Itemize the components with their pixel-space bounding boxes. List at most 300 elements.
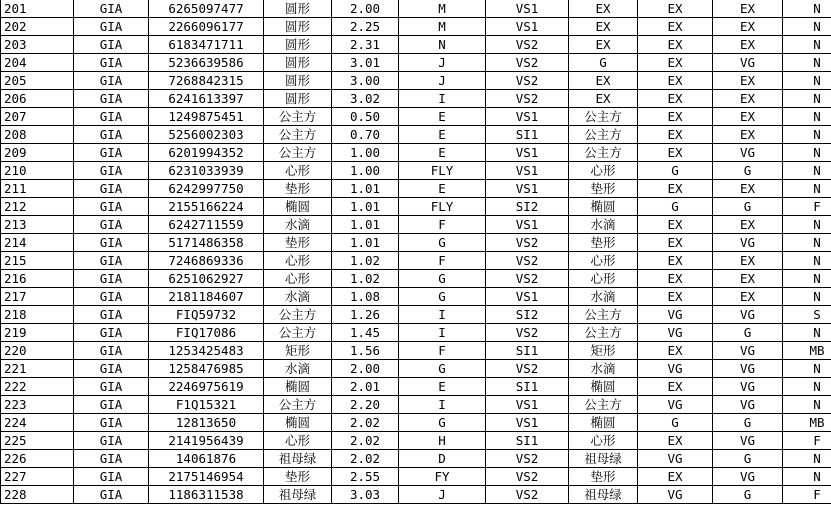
cell-no: 205 <box>1 72 74 90</box>
cell-carat: 2.20 <box>332 396 399 414</box>
cell-color: E <box>399 108 486 126</box>
cell-report-no: 5256002303 <box>149 126 264 144</box>
cell-color: M <box>399 18 486 36</box>
cell-polish: EX <box>638 378 713 396</box>
cell-fluorescence: F <box>783 198 831 216</box>
cell-symmetry: EX <box>713 18 783 36</box>
cell-shape: 椭圆 <box>264 378 332 396</box>
cell-no: 209 <box>1 144 74 162</box>
cell-fluorescence: N <box>783 270 831 288</box>
cell-fluorescence: N <box>783 216 831 234</box>
cell-report-no: 2246975619 <box>149 378 264 396</box>
cell-lab: GIA <box>74 18 149 36</box>
table-row <box>1 378 831 396</box>
cell-color: F <box>399 252 486 270</box>
cell-shape: 圆形 <box>264 72 332 90</box>
cell-clarity: VS2 <box>486 450 569 468</box>
cell-no: 207 <box>1 108 74 126</box>
cell-cut: 祖母绿 <box>569 450 638 468</box>
cell-clarity: VS2 <box>486 252 569 270</box>
cell-clarity: VS1 <box>486 18 569 36</box>
table-row <box>1 126 831 144</box>
cell-shape: 垫形 <box>264 180 332 198</box>
cell-shape: 垫形 <box>264 468 332 486</box>
cell-polish: EX <box>638 180 713 198</box>
cell-lab: GIA <box>74 0 149 18</box>
table-row <box>1 306 831 324</box>
cell-clarity: VS1 <box>486 216 569 234</box>
cell-lab: GIA <box>74 486 149 504</box>
table-row <box>1 432 831 450</box>
cell-color: M <box>399 0 486 18</box>
cell-symmetry: VG <box>713 306 783 324</box>
cell-no: 227 <box>1 468 74 486</box>
cell-symmetry: G <box>713 324 783 342</box>
cell-shape: 水滴 <box>264 288 332 306</box>
cell-no: 201 <box>1 0 74 18</box>
cell-symmetry: VG <box>713 360 783 378</box>
cell-report-no: 7268842315 <box>149 72 264 90</box>
cell-no: 222 <box>1 378 74 396</box>
cell-fluorescence: S <box>783 306 831 324</box>
cell-no: 226 <box>1 450 74 468</box>
cell-shape: 椭圆 <box>264 198 332 216</box>
cell-report-no: 2175146954 <box>149 468 264 486</box>
cell-fluorescence: N <box>783 108 831 126</box>
cell-fluorescence: N <box>783 180 831 198</box>
cell-shape: 公主方 <box>264 396 332 414</box>
cell-shape: 心形 <box>264 162 332 180</box>
cell-color: FY <box>399 468 486 486</box>
cell-carat: 1.26 <box>332 306 399 324</box>
cell-polish: EX <box>638 234 713 252</box>
table-row <box>1 324 831 342</box>
cell-report-no: 6231033939 <box>149 162 264 180</box>
cell-clarity: VS2 <box>486 72 569 90</box>
cell-report-no: 5236639586 <box>149 54 264 72</box>
cell-color: E <box>399 126 486 144</box>
cell-no: 213 <box>1 216 74 234</box>
cell-no: 228 <box>1 486 74 504</box>
cell-fluorescence: N <box>783 36 831 54</box>
cell-no: 219 <box>1 324 74 342</box>
cell-lab: GIA <box>74 234 149 252</box>
cell-shape: 椭圆 <box>264 414 332 432</box>
cell-fluorescence: MB <box>783 342 831 360</box>
cell-clarity: VS1 <box>486 396 569 414</box>
cell-symmetry: G <box>713 414 783 432</box>
cell-symmetry: EX <box>713 270 783 288</box>
cell-cut: 公主方 <box>569 126 638 144</box>
cell-shape: 水滴 <box>264 360 332 378</box>
cell-carat: 1.00 <box>332 162 399 180</box>
cell-no: 215 <box>1 252 74 270</box>
cell-shape: 公主方 <box>264 306 332 324</box>
cell-cut: 公主方 <box>569 144 638 162</box>
cell-lab: GIA <box>74 324 149 342</box>
cell-clarity: VS2 <box>486 324 569 342</box>
cell-lab: GIA <box>74 198 149 216</box>
cell-carat: 2.00 <box>332 360 399 378</box>
cell-fluorescence: N <box>783 90 831 108</box>
cell-lab: GIA <box>74 108 149 126</box>
cell-symmetry: EX <box>713 36 783 54</box>
cell-cut: 椭圆 <box>569 414 638 432</box>
cell-lab: GIA <box>74 432 149 450</box>
cell-clarity: VS1 <box>486 144 569 162</box>
cell-cut: 公主方 <box>569 396 638 414</box>
cell-symmetry: VG <box>713 378 783 396</box>
cell-report-no: 6242997750 <box>149 180 264 198</box>
table-row <box>1 414 831 432</box>
cell-carat: 2.55 <box>332 468 399 486</box>
cell-symmetry: EX <box>713 0 783 18</box>
cell-cut: 公主方 <box>569 324 638 342</box>
cell-polish: EX <box>638 432 713 450</box>
cell-clarity: VS2 <box>486 36 569 54</box>
cell-shape: 水滴 <box>264 216 332 234</box>
cell-cut: EX <box>569 0 638 18</box>
cell-polish: G <box>638 198 713 216</box>
cell-fluorescence: N <box>783 324 831 342</box>
cell-lab: GIA <box>74 396 149 414</box>
cell-shape: 圆形 <box>264 54 332 72</box>
table-row <box>1 90 831 108</box>
cell-carat: 2.02 <box>332 450 399 468</box>
table-row <box>1 450 831 468</box>
cell-no: 225 <box>1 432 74 450</box>
cell-report-no: 1249875451 <box>149 108 264 126</box>
cell-clarity: VS2 <box>486 234 569 252</box>
cell-color: I <box>399 396 486 414</box>
table-row <box>1 198 831 216</box>
cell-shape: 圆形 <box>264 0 332 18</box>
cell-cut: 椭圆 <box>569 198 638 216</box>
cell-carat: 1.01 <box>332 216 399 234</box>
cell-no: 204 <box>1 54 74 72</box>
cell-cut: 水滴 <box>569 288 638 306</box>
table-row <box>1 36 831 54</box>
cell-no: 217 <box>1 288 74 306</box>
cell-color: J <box>399 486 486 504</box>
table-row <box>1 144 831 162</box>
cell-fluorescence: N <box>783 0 831 18</box>
table-row <box>1 180 831 198</box>
cell-symmetry: VG <box>713 468 783 486</box>
cell-symmetry: G <box>713 486 783 504</box>
cell-color: I <box>399 306 486 324</box>
cell-carat: 1.02 <box>332 252 399 270</box>
cell-symmetry: G <box>713 198 783 216</box>
cell-color: G <box>399 270 486 288</box>
cell-report-no: 14061876 <box>149 450 264 468</box>
cell-lab: GIA <box>74 288 149 306</box>
cell-shape: 心形 <box>264 432 332 450</box>
cell-shape: 圆形 <box>264 36 332 54</box>
cell-lab: GIA <box>74 252 149 270</box>
cell-color: J <box>399 72 486 90</box>
cell-carat: 2.02 <box>332 414 399 432</box>
cell-cut: G <box>569 54 638 72</box>
cell-carat: 1.00 <box>332 144 399 162</box>
cell-carat: 3.03 <box>332 486 399 504</box>
cell-lab: GIA <box>74 162 149 180</box>
cell-clarity: VS2 <box>486 90 569 108</box>
cell-lab: GIA <box>74 306 149 324</box>
cell-lab: GIA <box>74 360 149 378</box>
cell-symmetry: VG <box>713 144 783 162</box>
cell-symmetry: EX <box>713 90 783 108</box>
cell-clarity: VS1 <box>486 180 569 198</box>
cell-polish: EX <box>638 270 713 288</box>
cell-fluorescence: N <box>783 468 831 486</box>
cell-color: E <box>399 378 486 396</box>
table-row <box>1 342 831 360</box>
cell-carat: 1.45 <box>332 324 399 342</box>
cell-polish: VG <box>638 324 713 342</box>
cell-clarity: SI1 <box>486 432 569 450</box>
cell-fluorescence: N <box>783 396 831 414</box>
cell-symmetry: EX <box>713 126 783 144</box>
cell-carat: 0.70 <box>332 126 399 144</box>
cell-lab: GIA <box>74 72 149 90</box>
cell-polish: EX <box>638 216 713 234</box>
cell-shape: 垫形 <box>264 234 332 252</box>
cell-cut: EX <box>569 18 638 36</box>
cell-no: 206 <box>1 90 74 108</box>
cell-polish: EX <box>638 90 713 108</box>
cell-lab: GIA <box>74 270 149 288</box>
cell-shape: 圆形 <box>264 90 332 108</box>
cell-symmetry: EX <box>713 72 783 90</box>
cell-no: 223 <box>1 396 74 414</box>
cell-report-no: 1186311538 <box>149 486 264 504</box>
cell-symmetry: VG <box>713 432 783 450</box>
cell-symmetry: EX <box>713 108 783 126</box>
cell-lab: GIA <box>74 378 149 396</box>
cell-polish: EX <box>638 342 713 360</box>
cell-shape: 祖母绿 <box>264 486 332 504</box>
table-row <box>1 18 831 36</box>
cell-report-no: 1253425483 <box>149 342 264 360</box>
cell-cut: 垫形 <box>569 468 638 486</box>
cell-no: 221 <box>1 360 74 378</box>
table-row <box>1 360 831 378</box>
table-row <box>1 216 831 234</box>
cell-polish: EX <box>638 72 713 90</box>
cell-carat: 1.02 <box>332 270 399 288</box>
cell-polish: EX <box>638 0 713 18</box>
cell-color: FLY <box>399 198 486 216</box>
cell-color: D <box>399 450 486 468</box>
cell-color: I <box>399 324 486 342</box>
cell-carat: 1.01 <box>332 180 399 198</box>
cell-color: F <box>399 342 486 360</box>
cell-polish: EX <box>638 108 713 126</box>
cell-shape: 公主方 <box>264 108 332 126</box>
cell-report-no: 2155166224 <box>149 198 264 216</box>
cell-lab: GIA <box>74 468 149 486</box>
cell-clarity: SI1 <box>486 378 569 396</box>
cell-report-no: 6265097477 <box>149 0 264 18</box>
cell-polish: VG <box>638 396 713 414</box>
cell-no: 211 <box>1 180 74 198</box>
cell-polish: EX <box>638 288 713 306</box>
cell-report-no: 12813650 <box>149 414 264 432</box>
cell-shape: 公主方 <box>264 126 332 144</box>
cell-polish: G <box>638 414 713 432</box>
cell-clarity: SI2 <box>486 306 569 324</box>
cell-clarity: SI2 <box>486 198 569 216</box>
cell-lab: GIA <box>74 450 149 468</box>
cell-carat: 2.31 <box>332 36 399 54</box>
cell-symmetry: VG <box>713 396 783 414</box>
cell-polish: VG <box>638 360 713 378</box>
table-row <box>1 234 831 252</box>
cell-fluorescence: N <box>783 144 831 162</box>
cell-clarity: VS1 <box>486 0 569 18</box>
cell-color: G <box>399 360 486 378</box>
cell-color: H <box>399 432 486 450</box>
cell-color: J <box>399 54 486 72</box>
cell-carat: 1.08 <box>332 288 399 306</box>
cell-polish: EX <box>638 126 713 144</box>
cell-report-no: F1Q15321 <box>149 396 264 414</box>
cell-no: 210 <box>1 162 74 180</box>
table-row <box>1 72 831 90</box>
cell-clarity: VS2 <box>486 486 569 504</box>
cell-lab: GIA <box>74 54 149 72</box>
cell-no: 214 <box>1 234 74 252</box>
cell-cut: 心形 <box>569 270 638 288</box>
cell-clarity: SI1 <box>486 342 569 360</box>
cell-report-no: 1258476985 <box>149 360 264 378</box>
table-row <box>1 270 831 288</box>
cell-lab: GIA <box>74 126 149 144</box>
table-row <box>1 162 831 180</box>
table-row <box>1 396 831 414</box>
cell-no: 216 <box>1 270 74 288</box>
cell-symmetry: EX <box>713 288 783 306</box>
cell-fluorescence: N <box>783 378 831 396</box>
cell-cut: 心形 <box>569 162 638 180</box>
cell-lab: GIA <box>74 342 149 360</box>
cell-polish: EX <box>638 468 713 486</box>
cell-fluorescence: N <box>783 234 831 252</box>
cell-polish: VG <box>638 450 713 468</box>
cell-shape: 公主方 <box>264 324 332 342</box>
cell-report-no: 7246869336 <box>149 252 264 270</box>
cell-cut: 水滴 <box>569 216 638 234</box>
cell-shape: 公主方 <box>264 144 332 162</box>
cell-cut: 垫形 <box>569 234 638 252</box>
cell-carat: 2.02 <box>332 432 399 450</box>
cell-fluorescence: MB <box>783 414 831 432</box>
cell-no: 220 <box>1 342 74 360</box>
cell-color: E <box>399 144 486 162</box>
cell-color: E <box>399 180 486 198</box>
cell-polish: VG <box>638 306 713 324</box>
cell-carat: 2.25 <box>332 18 399 36</box>
cell-lab: GIA <box>74 144 149 162</box>
cell-cut: 心形 <box>569 252 638 270</box>
cell-clarity: VS1 <box>486 162 569 180</box>
cell-color: N <box>399 36 486 54</box>
cell-clarity: VS2 <box>486 468 569 486</box>
cell-clarity: VS1 <box>486 414 569 432</box>
cell-lab: GIA <box>74 216 149 234</box>
cell-symmetry: EX <box>713 180 783 198</box>
cell-report-no: 2141956439 <box>149 432 264 450</box>
cell-carat: 1.01 <box>332 198 399 216</box>
cell-carat: 0.50 <box>332 108 399 126</box>
table-row <box>1 0 831 18</box>
cell-symmetry: VG <box>713 234 783 252</box>
cell-carat: 3.01 <box>332 54 399 72</box>
cell-cut: 水滴 <box>569 360 638 378</box>
cell-no: 203 <box>1 36 74 54</box>
cell-polish: EX <box>638 36 713 54</box>
cell-color: I <box>399 90 486 108</box>
cell-cut: EX <box>569 36 638 54</box>
table-row <box>1 54 831 72</box>
cell-fluorescence: N <box>783 360 831 378</box>
cell-no: 218 <box>1 306 74 324</box>
cell-symmetry: EX <box>713 216 783 234</box>
cell-shape: 心形 <box>264 270 332 288</box>
cell-color: FLY <box>399 162 486 180</box>
cell-fluorescence: N <box>783 72 831 90</box>
cell-report-no: FIQ59732 <box>149 306 264 324</box>
cell-clarity: VS2 <box>486 54 569 72</box>
cell-carat: 2.00 <box>332 0 399 18</box>
cell-carat: 3.02 <box>332 90 399 108</box>
cell-cut: 椭圆 <box>569 378 638 396</box>
cell-fluorescence: F <box>783 432 831 450</box>
table-body <box>1 0 831 504</box>
table-row <box>1 288 831 306</box>
cell-fluorescence: N <box>783 450 831 468</box>
cell-cut: 矩形 <box>569 342 638 360</box>
cell-color: G <box>399 234 486 252</box>
cell-polish: EX <box>638 54 713 72</box>
cell-carat: 1.56 <box>332 342 399 360</box>
cell-lab: GIA <box>74 180 149 198</box>
cell-no: 212 <box>1 198 74 216</box>
cell-carat: 3.00 <box>332 72 399 90</box>
cell-report-no: FIQ17086 <box>149 324 264 342</box>
cell-color: F <box>399 216 486 234</box>
cell-cut: 心形 <box>569 432 638 450</box>
cell-lab: GIA <box>74 36 149 54</box>
cell-report-no: 2181184607 <box>149 288 264 306</box>
cell-clarity: VS2 <box>486 360 569 378</box>
cell-clarity: VS2 <box>486 270 569 288</box>
cell-no: 224 <box>1 414 74 432</box>
cell-polish: VG <box>638 486 713 504</box>
table-row <box>1 108 831 126</box>
cell-cut: EX <box>569 72 638 90</box>
cell-shape: 矩形 <box>264 342 332 360</box>
cell-no: 202 <box>1 18 74 36</box>
cell-color: G <box>399 414 486 432</box>
cell-lab: GIA <box>74 414 149 432</box>
cell-report-no: 6242711559 <box>149 216 264 234</box>
cell-color: G <box>399 288 486 306</box>
cell-cut: 垫形 <box>569 180 638 198</box>
cell-polish: EX <box>638 252 713 270</box>
table-row <box>1 468 831 486</box>
